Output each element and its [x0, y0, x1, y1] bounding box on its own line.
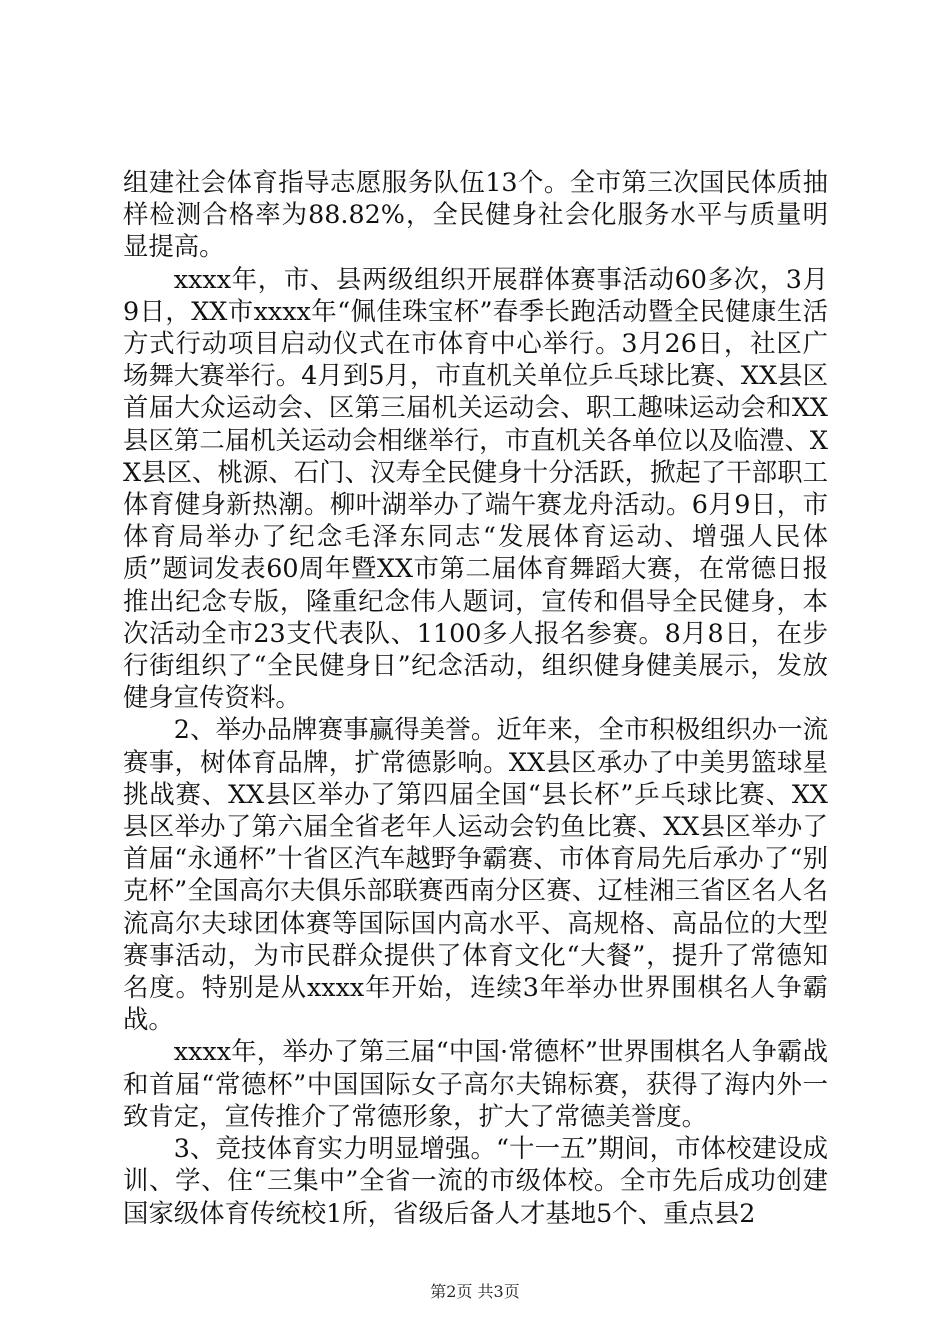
paragraph-3: 2、举办品牌赛事赢得美誉。近年来，全市积极组织办一流赛事，树体育品牌，扩常德影响。XX县区承办了中美男篮球星挑战赛、XX县区举办了第四届全国“县长杯”乒乓球比赛、XX县区举办了第六届全省老年人运动会钓鱼比赛、XX县区举办了首届“永通杯”十省区汽车越野争霸赛、市体育局先后承办了“别克杯”全国高尔夫俱乐部联赛西南分区赛、辽桂湘三省区名人名流高尔夫球团体赛等国际国内高水平、高规格、高品位的大型赛事活动，为市民群众提供了体育文化“大餐”，提升了常德知名度。特别是从xxxx年开始，连续3年举办世界围棋名人争霸战。	[123, 714, 828, 1035]
paragraph-5: 3、竞技体育实力明显增强。“十一五”期间，市体校建设成训、学、住“三集中”全省一流的市级体校。全市先后成功创建国家级体育传统校1所，省级后备人才基地5个、重点县2	[123, 1133, 828, 1228]
paragraph-4: xxxx年，举办了第三届“中国·常德杯”世界围棋名人争霸战和首届“常德杯”中国国际女子高尔夫锦标赛，获得了海内外一致肯定，宣传推介了常德形象，扩大了常德美誉度。	[123, 1036, 828, 1131]
document-body	[123, 166, 828, 1229]
paragraph-2: xxxx年，市、县两级组织开展群体赛事活动60多次，3月9日，XX市xxxx年“佩佳珠宝杯”春季长跑活动暨全民健康生活方式行动项目启动仪式在市体育中心举行。3月26日，社区广场舞大赛举行。4月到5月，市直机关单位乒乓球比赛、XX县区首届大众运动会、区第三届机关运动会、职工趣味运动会和XX县区第二届机关运动会相继举行，市直机关各单位以及临澧、XX县区、桃源、石门、汉寿全民健身十分活跃，掀起了干部职工体育健身新热潮。柳叶湖举办了端午赛龙舟活动。6月9日，市体育局举办了纪念毛泽东同志“发展体育运动、增强人民体质”题词发表60周年暨XX市第二届体育舞蹈大赛，在常德日报推出纪念专版，隆重纪念伟人题词，宣传和倡导全民健身，本次活动全市23支代表队、1100多人报名参赛。8月8日，在步行街组织了“全民健身日”纪念活动，组织健身健美展示，发放健身宣传资料。	[123, 263, 828, 713]
page-number-footer: 第2页 共3页	[430, 1282, 520, 1301]
paragraph-1: 组建社会体育指导志愿服务队伍13个。全市第三次国民体质抽样检测合格率为88.82%，全民健身社会化服务水平与质量明显提高。	[123, 167, 828, 262]
